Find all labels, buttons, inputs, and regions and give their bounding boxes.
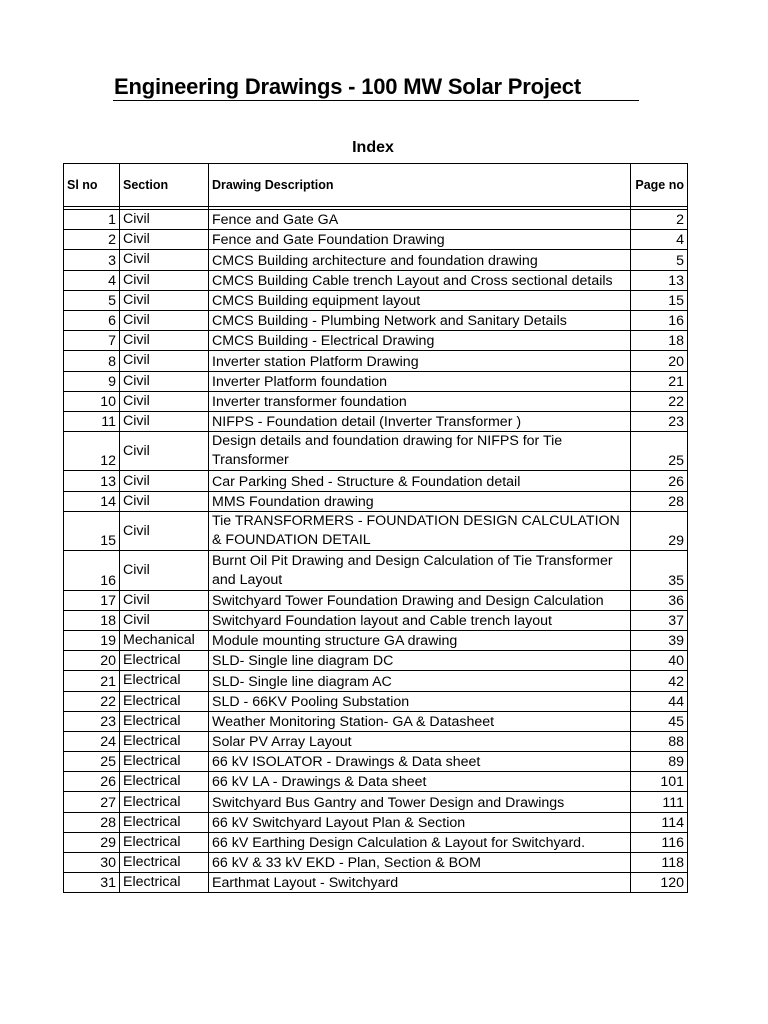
row-page-no: 35 (631, 551, 688, 590)
row-sl-no: 12 (64, 432, 120, 471)
row-description: Switchyard Foundation layout and Cable trench layout (209, 610, 631, 630)
row-section: Civil (120, 491, 209, 511)
row-sl-no: 22 (64, 691, 120, 711)
row-section: Civil (120, 610, 209, 630)
header-description: Drawing Description (209, 164, 631, 207)
table-row (64, 873, 688, 893)
row-sl-no: 25 (64, 752, 120, 772)
row-description: CMCS Building equipment layout (209, 290, 631, 310)
row-section: Civil (120, 391, 209, 411)
row-page-no: 88 (631, 731, 688, 751)
table-row (64, 270, 688, 290)
row-sl-no: 5 (64, 290, 120, 310)
table-row (64, 290, 688, 310)
table-row (64, 551, 688, 590)
drawing-index-table (63, 163, 688, 893)
table-row (64, 671, 688, 691)
row-description: CMCS Building - Electrical Drawing (209, 331, 631, 351)
table-row (64, 792, 688, 812)
row-page-no: 44 (631, 691, 688, 711)
row-section: Electrical (120, 711, 209, 731)
row-sl-no: 3 (64, 250, 120, 270)
row-description: Earthmat Layout - Switchyard (209, 873, 631, 893)
row-section: Civil (120, 351, 209, 371)
table-row (64, 371, 688, 391)
table-row (64, 711, 688, 731)
table-row (64, 832, 688, 852)
row-description: Fence and Gate Foundation Drawing (209, 230, 631, 250)
row-description: Car Parking Shed - Structure & Foundation detail (209, 471, 631, 491)
row-description: Inverter Platform foundation (209, 371, 631, 391)
row-section: Civil (120, 290, 209, 310)
row-description: CMCS Building - Plumbing Network and Sanitary Details (209, 310, 631, 330)
row-description: Design details and foundation drawing for NIFPS for Tie Transformer (209, 432, 631, 471)
row-section: Electrical (120, 691, 209, 711)
row-description: Inverter transformer foundation (209, 391, 631, 411)
row-section: Civil (120, 590, 209, 610)
row-page-no: 101 (631, 772, 688, 792)
row-sl-no: 7 (64, 331, 120, 351)
row-description: Weather Monitoring Station- GA & Datasheet (209, 711, 631, 731)
row-description: Burnt Oil Pit Drawing and Design Calculation of Tie Transformer and Layout (209, 551, 631, 590)
row-section: Electrical (120, 832, 209, 852)
row-sl-no: 6 (64, 310, 120, 330)
row-page-no: 89 (631, 752, 688, 772)
row-sl-no: 21 (64, 671, 120, 691)
table-row (64, 411, 688, 431)
row-section: Civil (120, 511, 209, 550)
table-row (64, 853, 688, 873)
row-sl-no: 18 (64, 610, 120, 630)
row-page-no: 5 (631, 250, 688, 270)
row-description: Tie TRANSFORMERS - FOUNDATION DESIGN CALCULATION & FOUNDATION DETAIL (209, 511, 631, 550)
row-sl-no: 17 (64, 590, 120, 610)
row-description: MMS Foundation drawing (209, 491, 631, 511)
row-description: 66 kV & 33 kV EKD - Plan, Section & BOM (209, 853, 631, 873)
row-sl-no: 4 (64, 270, 120, 290)
row-page-no: 114 (631, 812, 688, 832)
row-page-no: 116 (631, 832, 688, 852)
row-description: 66 kV Earthing Design Calculation & Layout for Switchyard. (209, 832, 631, 852)
row-sl-no: 8 (64, 351, 120, 371)
table-header-row (64, 164, 688, 207)
table-row (64, 432, 688, 471)
table-row (64, 630, 688, 650)
row-page-no: 23 (631, 411, 688, 431)
row-sl-no: 10 (64, 391, 120, 411)
row-page-no: 22 (631, 391, 688, 411)
table-row (64, 610, 688, 630)
row-page-no: 15 (631, 290, 688, 310)
header-section: Section (120, 164, 209, 207)
row-sl-no: 29 (64, 832, 120, 852)
row-page-no: 118 (631, 853, 688, 873)
table-row (64, 651, 688, 671)
row-page-no: 39 (631, 630, 688, 650)
row-section: Civil (120, 331, 209, 351)
row-page-no: 13 (631, 270, 688, 290)
row-section: Civil (120, 432, 209, 471)
table-row (64, 331, 688, 351)
row-section: Electrical (120, 792, 209, 812)
row-section: Civil (120, 270, 209, 290)
table-row (64, 731, 688, 751)
table-row (64, 812, 688, 832)
row-sl-no: 27 (64, 792, 120, 812)
row-page-no: 29 (631, 511, 688, 550)
row-section: Civil (120, 471, 209, 491)
row-sl-no: 26 (64, 772, 120, 792)
row-description: 66 kV Switchyard Layout Plan & Section (209, 812, 631, 832)
row-sl-no: 19 (64, 630, 120, 650)
row-sl-no: 24 (64, 731, 120, 751)
row-section: Electrical (120, 671, 209, 691)
row-section: Electrical (120, 772, 209, 792)
row-sl-no: 15 (64, 511, 120, 550)
table-row (64, 310, 688, 330)
table-row (64, 691, 688, 711)
table-row (64, 351, 688, 371)
row-page-no: 2 (631, 210, 688, 230)
row-section: Electrical (120, 731, 209, 751)
header-page-no: Page no (631, 164, 688, 207)
row-page-no: 40 (631, 651, 688, 671)
row-description: SLD- Single line diagram AC (209, 671, 631, 691)
row-page-no: 25 (631, 432, 688, 471)
row-section: Civil (120, 310, 209, 330)
row-sl-no: 11 (64, 411, 120, 431)
row-description: NIFPS - Foundation detail (Inverter Transformer ) (209, 411, 631, 431)
row-section: Civil (120, 250, 209, 270)
row-page-no: 28 (631, 491, 688, 511)
table-row (64, 752, 688, 772)
header-sl-no: Sl no (64, 164, 120, 207)
row-description: SLD - 66KV Pooling Substation (209, 691, 631, 711)
row-section: Civil (120, 551, 209, 590)
table-row (64, 391, 688, 411)
row-sl-no: 30 (64, 853, 120, 873)
row-page-no: 45 (631, 711, 688, 731)
table-row (64, 471, 688, 491)
row-sl-no: 23 (64, 711, 120, 731)
row-section: Civil (120, 411, 209, 431)
row-sl-no: 14 (64, 491, 120, 511)
row-description: CMCS Building Cable trench Layout and Cross sectional details (209, 270, 631, 290)
table-body (64, 210, 688, 893)
row-page-no: 120 (631, 873, 688, 893)
row-page-no: 42 (631, 671, 688, 691)
table-row (64, 230, 688, 250)
table-row (64, 250, 688, 270)
row-section: Electrical (120, 651, 209, 671)
row-description: 66 kV ISOLATOR - Drawings & Data sheet (209, 752, 631, 772)
index-heading: Index (352, 139, 394, 156)
row-section: Electrical (120, 812, 209, 832)
row-sl-no: 13 (64, 471, 120, 491)
table-row (64, 491, 688, 511)
row-page-no: 37 (631, 610, 688, 630)
table-row (64, 772, 688, 792)
table-row (64, 590, 688, 610)
row-description: Fence and Gate GA (209, 210, 631, 230)
document-title: Engineering Drawings - 100 MW Solar Project (114, 74, 581, 99)
row-page-no: 4 (631, 230, 688, 250)
row-sl-no: 2 (64, 230, 120, 250)
row-page-no: 36 (631, 590, 688, 610)
row-page-no: 16 (631, 310, 688, 330)
row-section: Civil (120, 210, 209, 230)
row-page-no: 111 (631, 792, 688, 812)
row-page-no: 21 (631, 371, 688, 391)
row-sl-no: 31 (64, 873, 120, 893)
row-sl-no: 1 (64, 210, 120, 230)
row-section: Civil (120, 230, 209, 250)
row-page-no: 26 (631, 471, 688, 491)
row-sl-no: 20 (64, 651, 120, 671)
row-section: Electrical (120, 853, 209, 873)
table-row (64, 511, 688, 550)
row-section: Civil (120, 371, 209, 391)
row-sl-no: 28 (64, 812, 120, 832)
row-description: CMCS Building architecture and foundation drawing (209, 250, 631, 270)
row-description: 66 kV LA - Drawings & Data sheet (209, 772, 631, 792)
row-page-no: 20 (631, 351, 688, 371)
table-row (64, 210, 688, 230)
row-description: Inverter station Platform Drawing (209, 351, 631, 371)
row-description: Switchyard Bus Gantry and Tower Design and Drawings (209, 792, 631, 812)
row-sl-no: 16 (64, 551, 120, 590)
row-section: Electrical (120, 752, 209, 772)
row-description: Module mounting structure GA drawing (209, 630, 631, 650)
row-page-no: 18 (631, 331, 688, 351)
row-description: Switchyard Tower Foundation Drawing and Design Calculation (209, 590, 631, 610)
title-underline (113, 100, 639, 101)
row-sl-no: 9 (64, 371, 120, 391)
row-description: Solar PV Array Layout (209, 731, 631, 751)
row-description: SLD- Single line diagram DC (209, 651, 631, 671)
row-section: Mechanical (120, 630, 209, 650)
row-section: Electrical (120, 873, 209, 893)
